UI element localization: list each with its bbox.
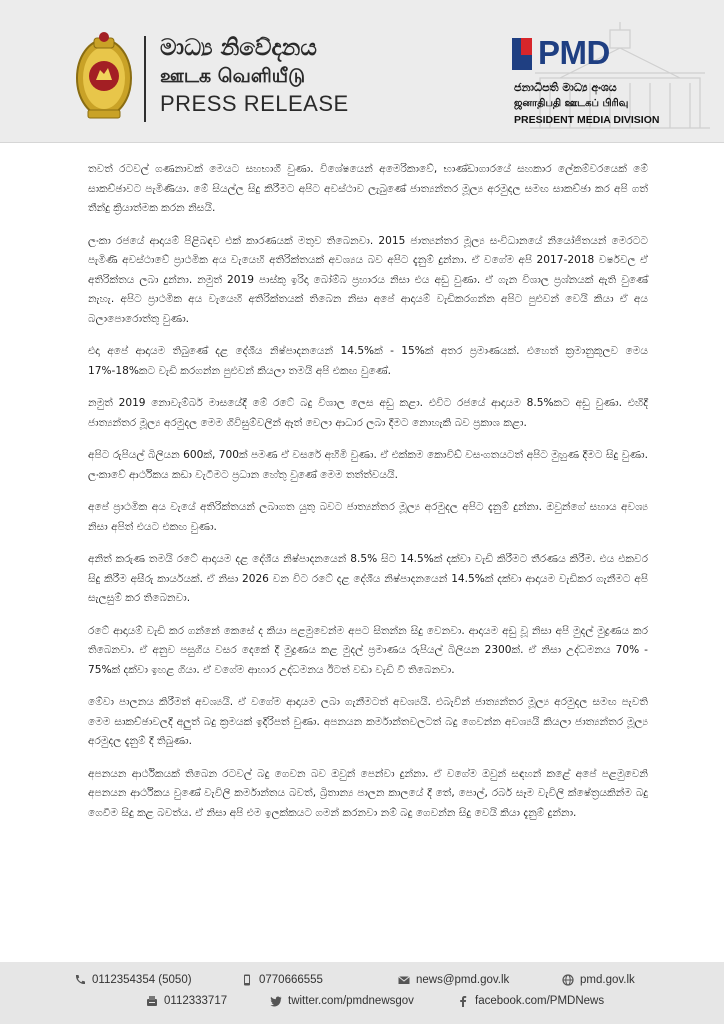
title-block [160,34,380,118]
phone-icon [74,974,86,986]
fax-number: 0112333717 [164,995,228,1007]
fax-contact[interactable] [146,995,227,1007]
phone-contact[interactable] [74,974,192,986]
sri-lanka-emblem-icon [74,30,134,122]
pmd-brand-text: PMD [538,34,610,71]
fax-icon [146,995,158,1007]
website-contact[interactable] [562,974,635,986]
body-paragraph: අනිත් කරුණ තමයි රටේ ආදායම දළ දේශීය නිෂ්පාදනයෙන් 8.5% සිට 14.5%ක් දක්වා වැඩි කිරීමට තීරණය කිරීම. එය එකවර සිදු කිරීම අසීරු කාර්යයක්. ඒ නිසා 2026 වන විට රටේ දළ දේශීය නිෂ්පාදනයෙන් 14.5%ක් දක්වා ආදායම වැඩිකර ගැනීමට අපි සැලසුම් කර තිබෙනවා. [88,553,648,604]
website-url: pmd.gov.lk [580,974,635,986]
division-english: PRESIDENT MEDIA DIVISION [514,114,660,126]
division-names [514,80,714,128]
body-paragraph: අපේ ප්‍රාථමික අය වැයේ අතිරික්තයන් ලබාගත යුතු බවට ජාත්‍යන්තර මූල්‍ය අරමුදල අපිට දැනුම් දුන්නා. ඔවුන්ගේ සහාය අවශ්‍ය නිසා අපිත් එයට එකඟ වුණා. [88,501,648,533]
twitter-link[interactable] [270,995,414,1007]
body-paragraph: රටේ ආදායම් වැඩි කර ගන්නේ කෙසේ ද කියා පළමුවෙන්ම අපට සිතන්න සිදු වෙනවා. ආදායම අඩු වූ නිසා අපි මුදල් මුද්‍රණය කර තිබෙනවා. ඒ අනුව පසුගිය වසර දෙකේ දී මුද්‍රණය කළ මුදල් ප්‍රමාණය රුපියල් බිලියන 2300ක්. ඒ නිසා උද්ධමනය 70% - 75%ක් දක්වා ඉහළ ගියා. ඒ වගේම ආහාර උද්ධමනය ඊටත් වඩා වැඩි වී තිබෙනවා. [88,624,648,676]
globe-icon [562,974,574,986]
email-icon [398,974,410,986]
body-paragraph: එදා අපේ ආදායම තිබුණේ දළ දේශීය නිෂ්පාදනයෙන් 14.5%ක් - 15%ක් අතර ප්‍රමාණයක්. එහෙත් ක්‍රමානුකූලව මෙය 17%-18%කට වැඩි කරගන්න පුළුවන් කියලා තමයි අපි එකඟ වුණේ. [88,345,648,377]
body-paragraph: ලංකා රජයේ ආදායම් පිළිබඳව එක් කාරණයක් මතුව තිබෙනවා. 2015 ජාත්‍යන්තර මූල්‍ය සංවිධානයේ නියෝජිතයන් මෙරටට පැමිණි අවස්ථාවේ ප්‍රාථමික අය වැයෙහි අතිරික්තයක් අවශ්‍යය බව අපිට දැනුම් දුන්නා. ඒ වගේම අපි 2017-2018 වර්ෂවල ඒ අතිරික්තය ලබා දුන්නා. නමුත් 2019 පාස්කු ඉරිදා බෝම්බ ප්‍රහාරය නිසා එය අඩු වුණා. ඒ ගැන විශාල ප්‍රශ්නයක් ඇති වුණේ නැහැ. අපිට ප්‍රාථමික අය වැයෙහි අතිරික්තයක් තිබෙන නිසා අපේ ආදායම් වැඩිකරගන්න අපිට පුළුවන් වෙයි කියා ඒ අය බලාපොරොත්තු වුණා. [88,234,648,325]
contact-footer [0,962,724,1024]
title-divider [144,36,146,122]
pmd-logo-mark-icon [512,38,532,70]
letterhead [0,0,724,143]
body-paragraph: අපනයන ආර්ථිකයක් තිබෙන රටවල් බදු ගෙවන බව ඔවුන් පෙන්වා දුන්නා. ඒ වගේම ඔවුන් සඳහන් කළේ අපේ පළමුවෙනි අපනයන ආර්ථිකය වුණේ වැවිලි කර්මාන්තය බවත්, බ්‍රිතාන්‍ය පාලන කාලයේ දී තේ, පොල්, රබර් සෑම වැවිලි ක්ෂේත්‍රයකින්ම බදු ගෙවීම සිදු කළ බවත්ය. ඒ නිසා අපි එම ඉලක්කයට ගමන් කරනවා නම් බදු ගෙවන්න සිදු වෙයි කියා දැනුම් දුන්නා. [88,767,648,819]
facebook-icon [457,995,469,1007]
facebook-page: facebook.com/PMDNews [475,995,605,1007]
body-paragraph: තවත් රටවල් ගණනාවක් මෙයට සහභාගී වුණා. විශේෂයෙන් අමෙරිකාවේ, භාණ්ඩාගාරයේ සහකාර ලේකම්වරයෙක් මේ සාකච්ඡාවට පැමිණියා. මේ සියල්ල සිදු කිරීමට අපිට අවස්ථාව ලැබුණේ ජාත්‍යන්තර මූල්‍ය අරමුදල සමඟ සාකච්ඡා කර අපි ගත් තීන්දු ක්‍රියාත්මක කරන නිසයි. [88,163,648,214]
division-sinhala: ජනාධිපති මාධ්‍ය අංශය [514,81,617,94]
twitter-icon [270,995,282,1007]
body-paragraph: මේවා පාලනය කිරීමත් අවශ්‍යයි. ඒ වගේම ආදායම ලබා ගැනීමටත් අවශ්‍යයි. එබැවින් ජාත්‍යන්තර මූල්‍ය අරමුදල සමඟ පැවති මෙම සාකච්ඡාවලදී අලුත් බදු ක්‍රමයක් ඉදිරිපත් වුණා. අපනයන කර්මාන්තවලටත් බදු ගෙවන්න අවශ්‍යයි කියලා ජාත්‍යන්තර මූල්‍ය අරමුදල දැනුම් දී තිබුණා. [88,696,648,747]
body-paragraph: නමුත් 2019 නොවැම්බර් මාසයේදී මේ රටේ බදු විශාල ලෙස අඩු කළා. එවිට රජයේ ආදායම 8.5%කට අඩු වුණා. එහිදී ජාත්‍යන්තර මූල්‍ය අරමුදල මෙම ගිවිසුම්වලින් ඈත් වෙලා ආධාර ලබා දීමට නොහැකි බව ප්‍රකාශ කළා. [88,397,648,429]
title-tamil: ஊடக வெளியீடு [160,65,306,87]
email-contact[interactable] [398,974,509,986]
facebook-link[interactable] [457,995,604,1007]
phone-number: 0112354354 (5050) [92,974,192,986]
division-tamil: ஜனாதிபதி ஊடகப் பிரிவு [514,98,629,109]
mobile-number: 0770666555 [259,974,323,986]
email-address: news@pmd.gov.lk [416,974,510,986]
title-sinhala: මාධ්‍ය නිවේදනය [160,35,317,61]
press-release-body [88,160,648,836]
body-paragraph: අපිට රුපියල් බිලියන 600ක්, 700ක් පමණ ඒ වසරේ අහිමි වුණා. ඒ එක්කම කොවිඩ් වසංගතයටත් අපිට මුහුණ දීමට සිදු වුණා. ලංකාවේ ආර්ථිකය කඩා වැටීමට ප්‍රධාන හේතු වුණේ මෙම තත්ත්වයයි. [88,449,648,481]
pmd-logo [512,36,632,72]
title-english: PRESS RELEASE [160,91,349,116]
mobile-icon [241,974,253,986]
twitter-handle: twitter.com/pmdnewsgov [288,995,414,1007]
mobile-contact[interactable] [241,974,323,986]
